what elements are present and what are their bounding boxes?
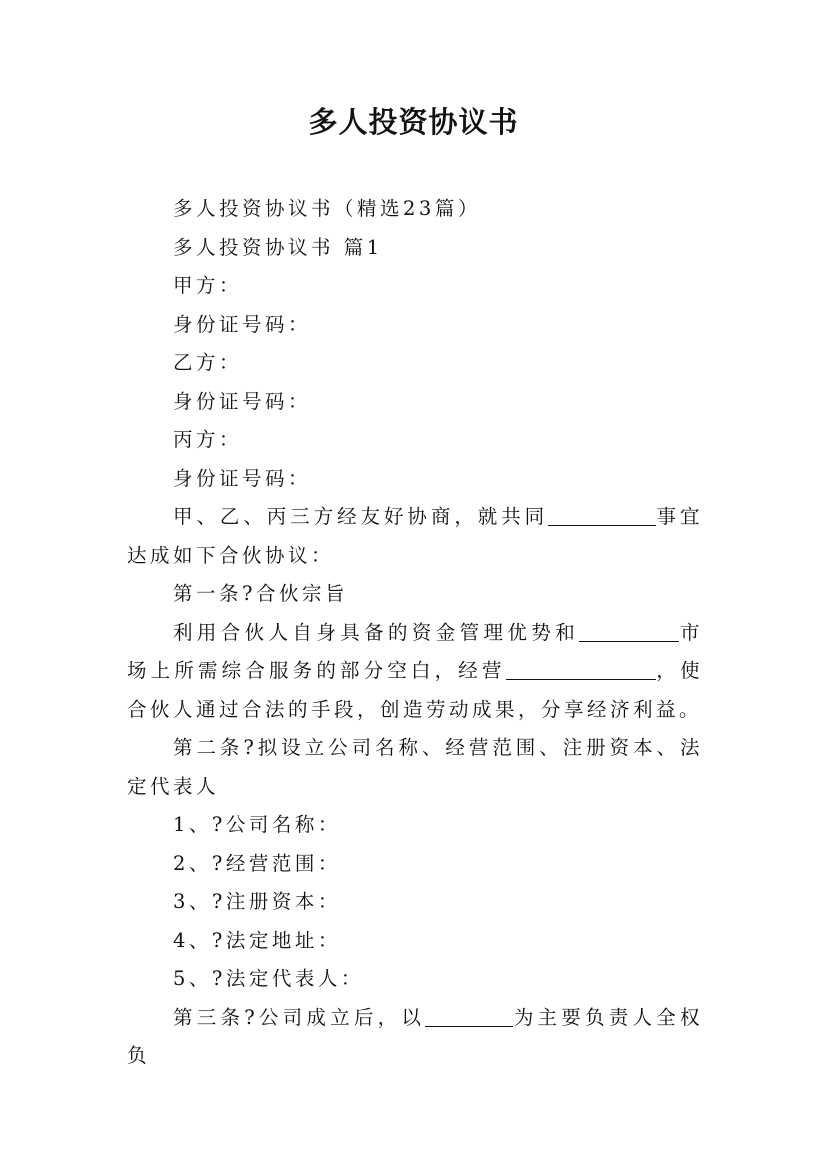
document-body [127, 190, 703, 1076]
paragraph-subtitle: 多人投资协议书（精选23篇） [173, 197, 481, 220]
company-name-item: 1、?公司名称： [173, 813, 341, 836]
business-scope-item: 2、?经营范围： [173, 851, 341, 875]
fill-blank-line [506, 657, 656, 680]
fill-blank-line [548, 503, 656, 526]
party-b-label: 乙方： [173, 351, 243, 374]
paragraph-section-heading: 多人投资协议书 篇1 [173, 235, 383, 259]
article-1-heading: 第一条?合伙宗旨 [173, 582, 348, 605]
legal-address-item: 4、?法定地址： [173, 928, 341, 952]
document-title: 多人投资协议书 [308, 105, 519, 139]
party-a-id-label: 身份证号码： [173, 312, 312, 336]
legal-representative-item: 5、?法定代表人： [173, 967, 364, 990]
agreement-intro-paragraph: 甲、乙、丙三方经友好协商，就共同 事宜达成如下合伙协议： [127, 505, 703, 567]
party-a-label: 甲方： [173, 274, 243, 297]
article-2-heading: 第二条?拟设立公司名称、经营范围、注册资本、法定代表人 [127, 736, 703, 798]
party-c-id-label: 身份证号码： [173, 466, 312, 490]
article-3-paragraph: 第三条?公司成立后，以 为主要负责人全权负 [127, 1005, 703, 1067]
fill-blank-line [579, 619, 679, 642]
party-c-label: 丙方： [173, 428, 243, 451]
registered-capital-item: 3、?注册资本： [173, 890, 341, 913]
fill-blank-line [425, 1004, 513, 1027]
article-1-paragraph: 利用合伙人自身具备的资金管理优势和 市场上所需综合服务的部分空白，经营 ，使合伙人通过合法的手段，创造劳动成果，分享经济利益。 [127, 620, 703, 721]
party-b-id-label: 身份证号码： [173, 389, 312, 413]
